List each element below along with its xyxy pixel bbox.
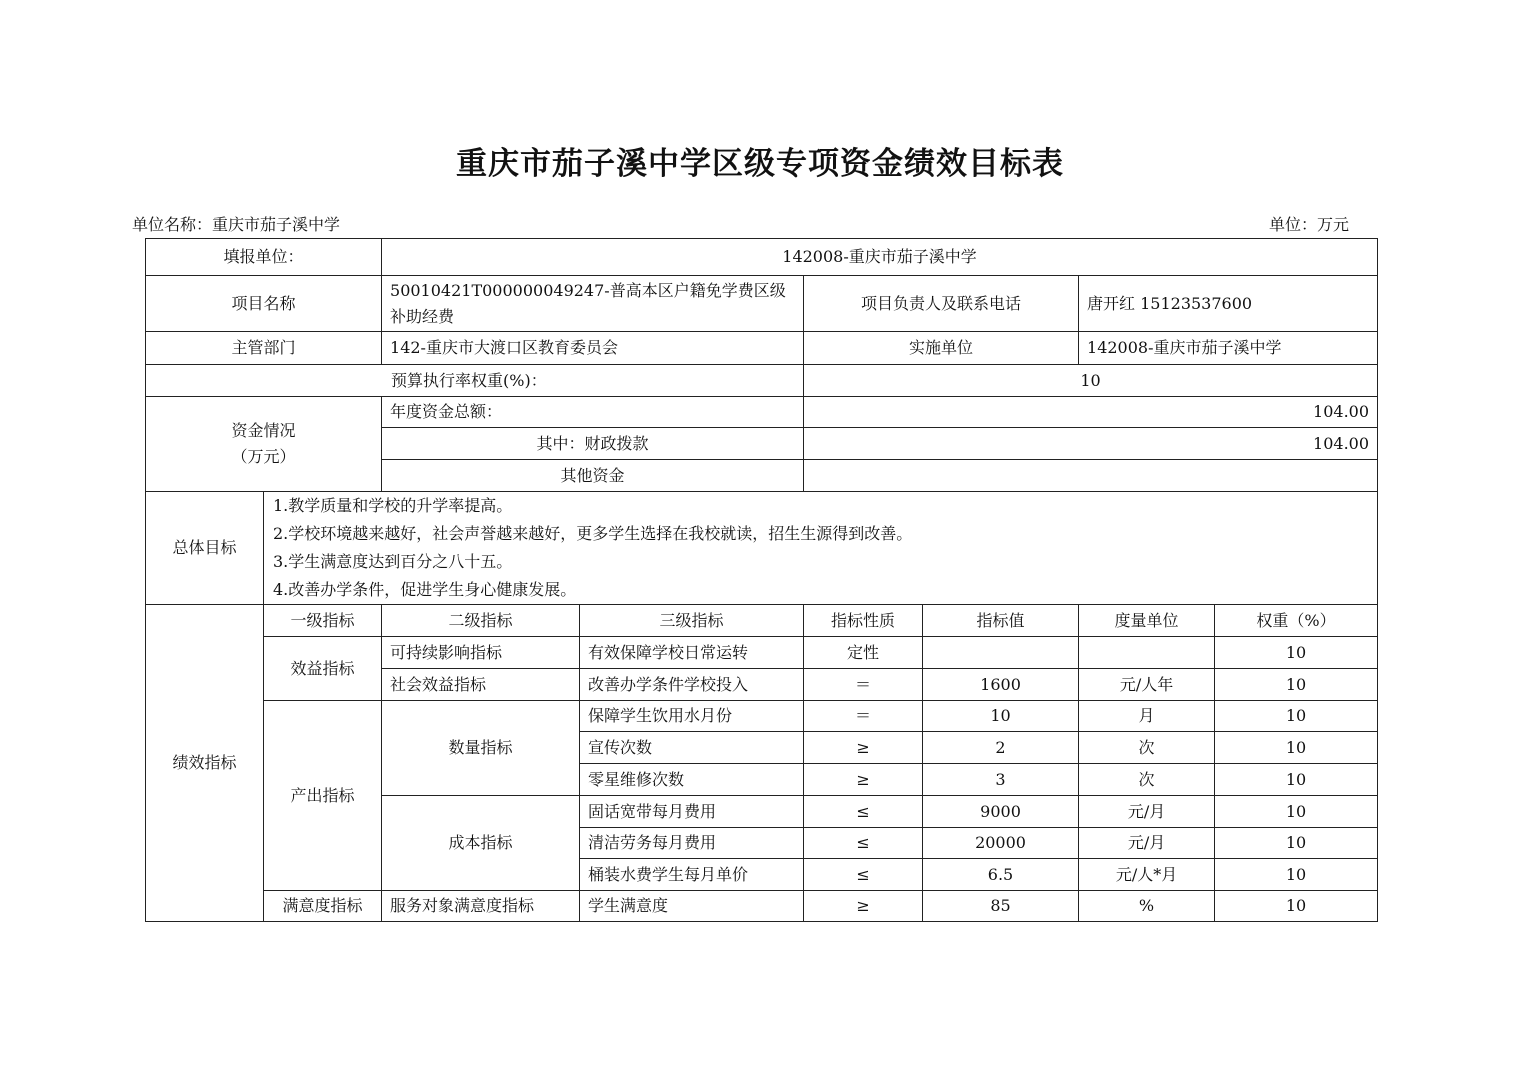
indicator-nature: ≤ <box>804 859 923 891</box>
indicator-name: 学生满意度 <box>580 891 804 922</box>
indicator-name: 有效保障学校日常运转 <box>580 637 804 669</box>
currency-unit: 单位：万元 <box>1269 215 1350 234</box>
indicator-name: 宣传次数 <box>580 732 804 764</box>
impl-value: 142008-重庆市茄子溪中学 <box>1079 332 1378 365</box>
indicator-weight: 10 <box>1215 637 1378 669</box>
leader-label: 项目负责人及联系电话 <box>804 276 1079 332</box>
indicator-unit <box>1079 637 1215 669</box>
indicator-nature: ≥ <box>804 764 923 796</box>
indicator-unit: 元/人年 <box>1079 669 1215 701</box>
funds-label-text: 资金情况 <box>231 421 296 440</box>
level1-cell: 产出指标 <box>264 701 382 891</box>
indicator-value: 10 <box>923 701 1079 732</box>
indicator-weight: 10 <box>1215 701 1378 732</box>
indicator-unit: 元/月 <box>1079 828 1215 859</box>
level2-cell: 服务对象满意度指标 <box>382 891 580 922</box>
level2-cell: 社会效益指标 <box>382 669 580 701</box>
impl-label: 实施单位 <box>804 332 1079 365</box>
indicator-nature: ≤ <box>804 796 923 828</box>
goal-item: 1.教学质量和学校的升学率提高。 <box>273 496 513 515</box>
indicator-weight: 10 <box>1215 891 1378 922</box>
header-cell: 指标值 <box>923 605 1079 637</box>
level2-cell: 成本指标 <box>382 796 580 891</box>
indicator-name: 改善办学条件学校投入 <box>580 669 804 701</box>
indicator-value: 20000 <box>923 828 1079 859</box>
indicator-nature: ＝ <box>804 669 923 701</box>
indicator-value: 2 <box>923 732 1079 764</box>
indicator-weight: 10 <box>1215 828 1378 859</box>
indicator-nature: ≥ <box>804 891 923 922</box>
indicator-value <box>923 637 1079 669</box>
funds-unit: （万元） <box>231 447 296 466</box>
indicator-nature: 定性 <box>804 637 923 669</box>
header-cell: 指标性质 <box>804 605 923 637</box>
indicator-unit: 元/月 <box>1079 796 1215 828</box>
fiscal-label: 其中：财政拨款 <box>382 428 804 460</box>
goals-content <box>264 492 1378 605</box>
performance-table <box>145 238 1378 922</box>
indicator-weight: 10 <box>1215 796 1378 828</box>
indicator-value: 9000 <box>923 796 1079 828</box>
indicator-unit: 次 <box>1079 732 1215 764</box>
project-label: 项目名称 <box>146 276 382 332</box>
indicator-name: 保障学生饮用水月份 <box>580 701 804 732</box>
indicator-unit: 月 <box>1079 701 1215 732</box>
indicator-name: 固话宽带每月费用 <box>580 796 804 828</box>
goal-item: 4.改善办学条件，促进学生身心健康发展。 <box>273 580 577 599</box>
indicator-nature: ＝ <box>804 701 923 732</box>
level1-cell: 满意度指标 <box>264 891 382 922</box>
header-cell: 一级指标 <box>264 605 382 637</box>
header-cell: 三级指标 <box>580 605 804 637</box>
budget-weight-value: 10 <box>804 365 1378 397</box>
filler-value: 142008-重庆市茄子溪中学 <box>382 239 1378 276</box>
annual-total-label: 年度资金总额： <box>382 397 804 428</box>
level2-cell: 数量指标 <box>382 701 580 796</box>
level2-cell: 可持续影响指标 <box>382 637 580 669</box>
annual-total-value: 104.00 <box>804 397 1378 428</box>
indicator-name: 零星维修次数 <box>580 764 804 796</box>
leader-value: 唐开红 15123537600 <box>1079 276 1378 332</box>
filler-label: 填报单位： <box>146 239 382 276</box>
indicator-unit: % <box>1079 891 1215 922</box>
indicator-value: 85 <box>923 891 1079 922</box>
indicator-nature: ≥ <box>804 732 923 764</box>
header-cell: 二级指标 <box>382 605 580 637</box>
indicator-weight: 10 <box>1215 764 1378 796</box>
goal-item: 3.学生满意度达到百分之八十五。 <box>273 552 513 571</box>
other-funds-value <box>804 460 1378 492</box>
indicator-value: 6.5 <box>923 859 1079 891</box>
indicator-nature: ≤ <box>804 828 923 859</box>
funds-label <box>146 397 382 492</box>
indicator-name: 清洁劳务每月费用 <box>580 828 804 859</box>
project-value: 50010421T000000049247-普高本区户籍免学费区级补助经费 <box>382 276 804 332</box>
indicator-weight: 10 <box>1215 732 1378 764</box>
page-title: 重庆市茄子溪中学区级专项资金绩效目标表 <box>456 146 1064 182</box>
indicator-weight: 10 <box>1215 669 1378 701</box>
other-funds-label: 其他资金 <box>382 460 804 492</box>
indicator-unit: 元/人*月 <box>1079 859 1215 891</box>
fiscal-value: 104.00 <box>804 428 1378 460</box>
unit-name: 单位名称：重庆市茄子溪中学 <box>132 215 341 234</box>
indicator-value: 3 <box>923 764 1079 796</box>
indicator-unit: 次 <box>1079 764 1215 796</box>
indicator-weight: 10 <box>1215 859 1378 891</box>
goal-item: 2.学校环境越来越好，社会声誉越来越好，更多学生选择在我校就读，招生生源得到改善。 <box>273 524 913 543</box>
header-cell: 权重（%） <box>1215 605 1378 637</box>
header-cell: 度量单位 <box>1079 605 1215 637</box>
dept-label: 主管部门 <box>146 332 382 365</box>
indicator-name: 桶装水费学生每月单价 <box>580 859 804 891</box>
indicators-label: 绩效指标 <box>146 605 264 922</box>
dept-value: 142-重庆市大渡口区教育委员会 <box>382 332 804 365</box>
indicator-value: 1600 <box>923 669 1079 701</box>
goals-label: 总体目标 <box>146 492 264 605</box>
level1-cell: 效益指标 <box>264 637 382 701</box>
budget-weight-label: 预算执行率权重(%)： <box>146 365 804 397</box>
